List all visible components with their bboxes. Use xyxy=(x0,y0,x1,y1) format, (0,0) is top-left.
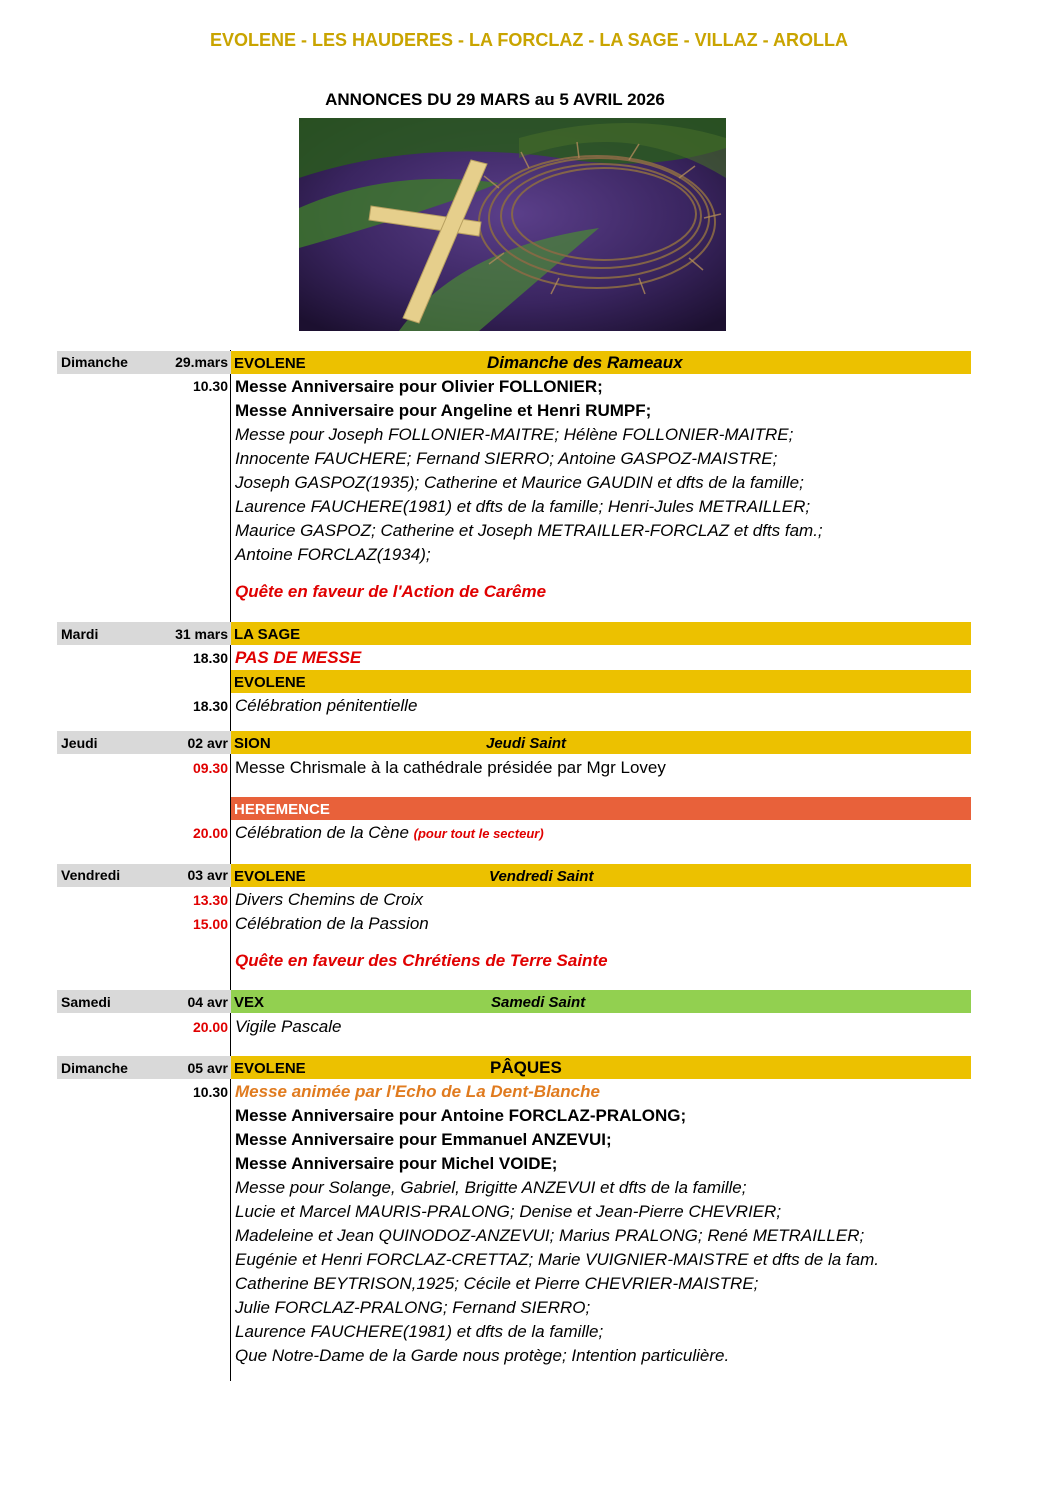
feast-name: PÂQUES xyxy=(490,1058,562,1077)
celebration-line: Vigile Pascale xyxy=(235,1017,342,1036)
place-name: LA SAGE xyxy=(234,626,301,643)
palm-cross-photo xyxy=(299,118,726,331)
celebration-line: Célébration de la Passion xyxy=(235,914,429,933)
day-date: 31 mars xyxy=(175,626,228,642)
intention-line: Messe Anniversaire pour Angeline et Henri RUMPF; xyxy=(235,401,652,420)
day-date: 03 avr xyxy=(187,867,228,883)
place-bar xyxy=(231,622,971,645)
parishes-header: EVOLENE - LES HAUDERES - LA FORCLAZ - LA SAGE - VILLAZ - AROLLA xyxy=(210,30,848,50)
music-note: Messe animée par l'Echo de La Dent-Blanche xyxy=(235,1082,600,1101)
place-bar xyxy=(231,797,971,820)
day-name: Jeudi xyxy=(61,735,98,751)
intention-line: Messe Anniversaire pour Michel VOIDE; xyxy=(235,1154,558,1173)
page-title: ANNONCES DU 29 MARS au 5 AVRIL 2026 xyxy=(325,90,665,109)
place-bar xyxy=(231,864,971,887)
mass-time: 20.00 xyxy=(192,825,228,841)
mass-time: 09.30 xyxy=(192,760,228,776)
feast-name: Jeudi Saint xyxy=(486,735,567,752)
place-name: VEX xyxy=(234,994,265,1011)
day-date: 04 avr xyxy=(187,994,228,1010)
feast-name: Samedi Saint xyxy=(491,994,586,1011)
mass-time: 15.00 xyxy=(192,916,228,932)
intention-line: Messe pour Solange, Gabriel, Brigitte ANZEVUI et dfts de la famille; xyxy=(235,1178,747,1197)
collection-note: Quête en faveur des Chrétiens de Terre Sainte xyxy=(235,951,608,970)
celebration-line xyxy=(235,823,544,843)
place-name: EVOLENE xyxy=(234,674,306,691)
intention-line: Joseph GASPOZ(1935); Catherine et Maurice GAUDIN et dfts de la famille; xyxy=(235,473,804,492)
intention-line: Messe Anniversaire pour Emmanuel ANZEVUI; xyxy=(235,1130,612,1149)
mass-time: 13.30 xyxy=(192,892,228,908)
place-bar xyxy=(231,1056,971,1079)
collection-note: Quête en faveur de l'Action de Carême xyxy=(235,582,547,601)
mass-time: 10.30 xyxy=(192,378,228,394)
intention-line: Laurence FAUCHERE(1981) et dfts de la famille; xyxy=(235,1322,604,1341)
intention-line: Messe pour Joseph FOLLONIER-MAITRE; Hélène FOLLONIER-MAITRE; xyxy=(235,425,794,444)
sector-note: (pour tout le secteur) xyxy=(413,826,544,841)
no-mass-note: PAS DE MESSE xyxy=(235,648,362,667)
day-name: Samedi xyxy=(61,994,111,1010)
day-date: 05 avr xyxy=(187,1060,228,1076)
day-name: Dimanche xyxy=(61,354,128,370)
place-bar xyxy=(231,731,971,754)
day-date: 02 avr xyxy=(187,735,228,751)
intention-line: Antoine FORCLAZ(1934); xyxy=(235,545,431,564)
intention-line: Messe Anniversaire pour Olivier FOLLONIER; xyxy=(235,377,603,396)
intention-line: Laurence FAUCHERE(1981) et dfts de la famille; Henri-Jules METRAILLER; xyxy=(235,497,811,516)
place-name: EVOLENE xyxy=(234,1060,306,1077)
feast-name: Vendredi Saint xyxy=(489,868,594,885)
day-date: 29.mars xyxy=(175,354,228,370)
intention-line: Innocente FAUCHERE; Fernand SIERRO; Antoine GASPOZ-MAISTRE; xyxy=(235,449,778,468)
intention-line: Messe Anniversaire pour Antoine FORCLAZ-PRALONG; xyxy=(235,1106,687,1125)
intention-line: Madeleine et Jean QUINODOZ-ANZEVUI; Marius PRALONG; René METRAILLER; xyxy=(235,1226,865,1245)
intention-line: Eugénie et Henri FORCLAZ-CRETTAZ; Marie VUIGNIER-MAISTRE et dfts de la fam. xyxy=(235,1250,879,1269)
mass-time: 20.00 xyxy=(192,1019,228,1035)
celebration-text: Célébration de la Cène xyxy=(235,823,409,842)
mass-time: 18.30 xyxy=(192,698,228,714)
intention-line: Maurice GASPOZ; Catherine et Joseph METRAILLER-FORCLAZ et dfts fam.; xyxy=(235,521,823,540)
day-name: Vendredi xyxy=(61,867,121,883)
day-name: Dimanche xyxy=(61,1060,128,1076)
place-bar xyxy=(231,670,971,693)
celebration-line: Divers Chemins de Croix xyxy=(235,890,423,909)
day-name: Mardi xyxy=(61,626,99,642)
place-name: EVOLENE xyxy=(234,868,306,885)
intention-line: Que Notre-Dame de la Garde nous protège; Intention particulière. xyxy=(235,1346,730,1365)
celebration-line: Messe Chrismale à la cathédrale présidée par Mgr Lovey xyxy=(235,758,666,777)
intention-line: Catherine BEYTRISON,1925; Cécile et Pierre CHEVRIER-MAISTRE; xyxy=(235,1274,759,1293)
mass-time: 10.30 xyxy=(192,1084,228,1100)
place-name: HEREMENCE xyxy=(234,801,330,818)
mass-time: 18.30 xyxy=(192,650,228,666)
intention-line: Lucie et Marcel MAURIS-PRALONG; Denise et Jean-Pierre CHEVRIER; xyxy=(235,1202,782,1221)
place-bar xyxy=(231,990,971,1013)
place-name: EVOLENE xyxy=(234,355,306,372)
celebration-line: Célébration pénitentielle xyxy=(235,696,418,715)
intention-line: Julie FORCLAZ-PRALONG; Fernand SIERRO; xyxy=(235,1298,591,1317)
place-name: SION xyxy=(234,735,271,752)
feast-name: Dimanche des Rameaux xyxy=(487,353,683,372)
